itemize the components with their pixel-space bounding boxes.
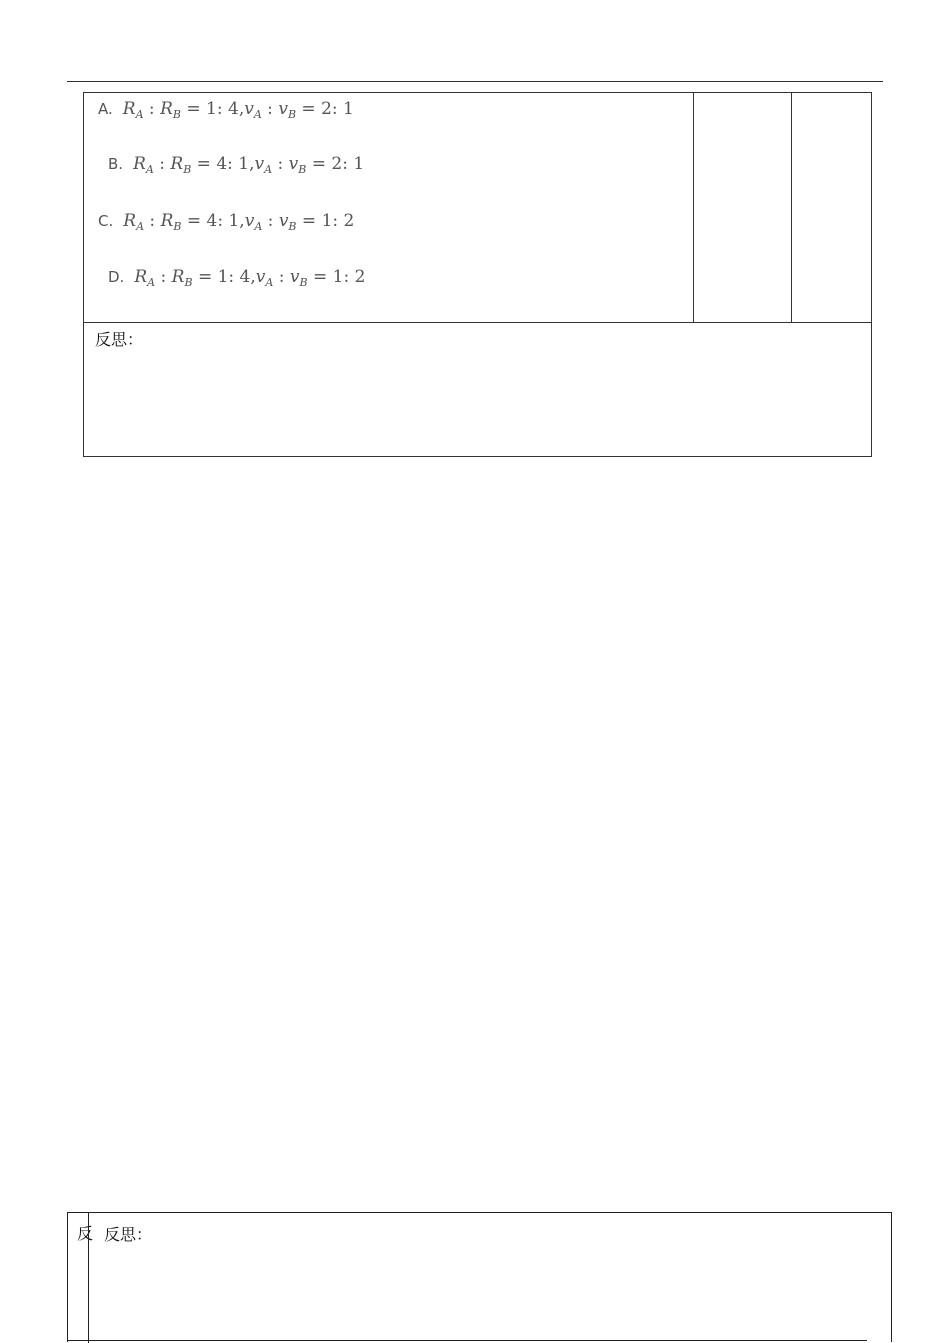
reflection-label-lower: 反思： — [104, 1225, 153, 1244]
lower-table-bottom-rule — [67, 1340, 867, 1341]
reflection-table — [67, 1212, 892, 1342]
header-rule — [67, 81, 883, 82]
question-table — [83, 92, 872, 457]
row-divider — [84, 322, 871, 323]
cut-off-glyph: 反 — [77, 1224, 94, 1243]
blank-cell-2 — [792, 93, 871, 322]
option-a: A. $R_A$ : $R_B = 1$: $4,v_A$ : $v_B = 2$: 1 — [98, 99, 354, 121]
reflection-label-upper: 反思： — [95, 330, 144, 349]
blank-cell-1 — [694, 93, 791, 322]
lower-column-divider — [88, 1213, 89, 1343]
option-c: C. $R_A$ : $R_B = 4$: $1,v_A$ : $v_B = 1$: 2 — [98, 211, 355, 233]
option-b: B. $R_A$ : $R_B = 4$: $1,v_A$ : $v_B = 2$: 1 — [108, 154, 365, 176]
options-cell — [84, 93, 693, 322]
option-d: D. $R_A$ : $R_B = 1$: $4,v_A$ : $v_B = 1$: 2 — [108, 267, 366, 289]
